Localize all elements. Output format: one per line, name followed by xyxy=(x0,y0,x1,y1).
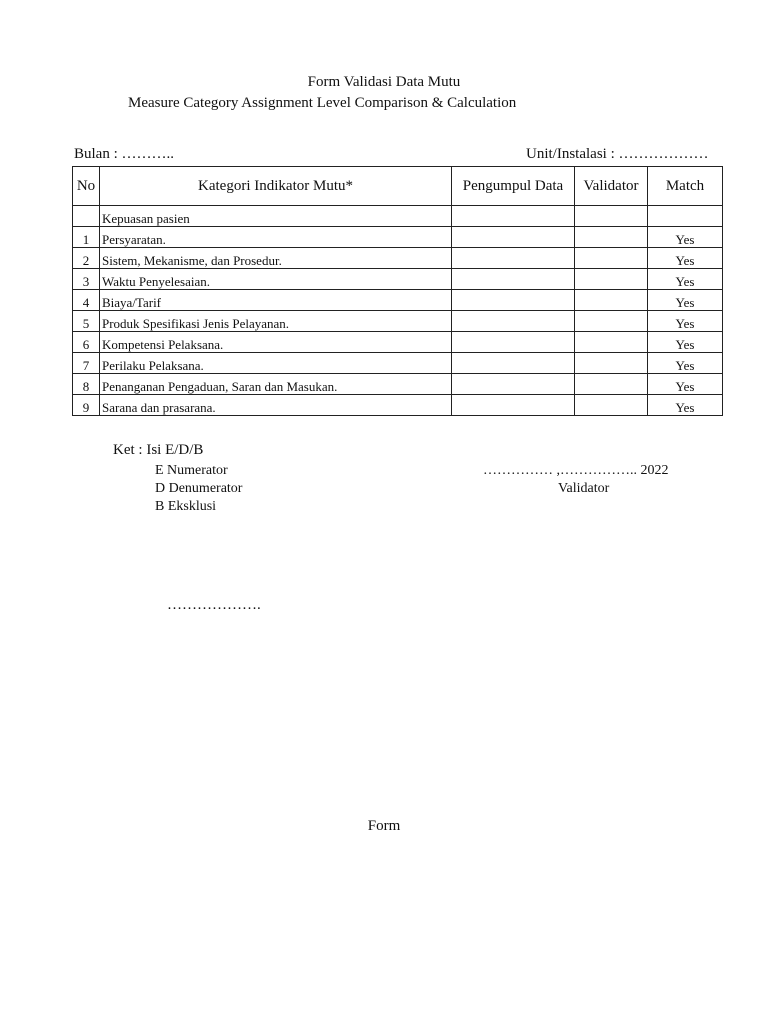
row-pengumpul-data[interactable] xyxy=(452,269,575,290)
legend-item-denumerator: D Denumerator xyxy=(155,481,243,496)
row-pengumpul-data[interactable] xyxy=(452,374,575,395)
legend-item-eksklusi: B Eksklusi xyxy=(155,499,217,514)
footer-text: Form xyxy=(367,818,401,834)
row-match[interactable]: Yes xyxy=(648,248,723,269)
row-validator[interactable] xyxy=(575,248,648,269)
signature-name-line: ………………. xyxy=(167,597,261,613)
row-validator[interactable] xyxy=(575,290,648,311)
row-kategori: Waktu Penyelesaian. xyxy=(100,269,452,290)
row-validator[interactable] xyxy=(575,227,648,248)
row-validator[interactable] xyxy=(575,311,648,332)
row-number: 2 xyxy=(73,248,100,269)
row-number: 7 xyxy=(73,353,100,374)
unit-instalasi-field: Unit/Instalasi : ……………… xyxy=(526,146,709,162)
row-number: 5 xyxy=(73,311,100,332)
table-row xyxy=(73,311,723,332)
row-kategori: Biaya/Tarif xyxy=(100,290,452,311)
legend-item-numerator: E Numerator xyxy=(155,463,228,478)
table-row xyxy=(73,353,723,374)
table-row xyxy=(73,290,723,311)
row-kategori: Sistem, Mekanisme, dan Prosedur. xyxy=(100,248,452,269)
row-validator[interactable] xyxy=(575,395,648,416)
form-subtitle: Measure Category Assignment Level Comparison & Calculation xyxy=(128,95,517,111)
table-header-row xyxy=(73,167,723,206)
header-pengumpul-data: Pengumpul Data xyxy=(452,167,575,206)
row-pengumpul-data[interactable] xyxy=(452,290,575,311)
section-label: Kepuasan pasien xyxy=(100,206,452,227)
row-kategori: Penanganan Pengaduan, Saran dan Masukan. xyxy=(100,374,452,395)
row-match[interactable]: Yes xyxy=(648,290,723,311)
row-number: 1 xyxy=(73,227,100,248)
header-validator: Validator xyxy=(575,167,648,206)
row-match[interactable]: Yes xyxy=(648,332,723,353)
table-row xyxy=(73,395,723,416)
row-match[interactable]: Yes xyxy=(648,269,723,290)
signature-role: Validator xyxy=(558,481,610,496)
table-row xyxy=(73,374,723,395)
section-row xyxy=(73,206,723,227)
row-match[interactable]: Yes xyxy=(648,374,723,395)
table-row xyxy=(73,227,723,248)
row-number: 3 xyxy=(73,269,100,290)
section-validator-cell[interactable] xyxy=(575,206,648,227)
row-validator[interactable] xyxy=(575,374,648,395)
row-pengumpul-data[interactable] xyxy=(452,248,575,269)
section-match-cell[interactable] xyxy=(648,206,723,227)
table-row xyxy=(73,248,723,269)
row-match[interactable]: Yes xyxy=(648,353,723,374)
row-pengumpul-data[interactable] xyxy=(452,332,575,353)
row-number: 9 xyxy=(73,395,100,416)
header-no: No xyxy=(73,167,100,206)
row-kategori: Persyaratan. xyxy=(100,227,452,248)
row-pengumpul-data[interactable] xyxy=(452,395,575,416)
bulan-field: Bulan : ……….. xyxy=(74,146,174,162)
row-pengumpul-data[interactable] xyxy=(452,227,575,248)
row-kategori: Kompetensi Pelaksana. xyxy=(100,332,452,353)
legend-title: Ket : Isi E/D/B xyxy=(113,442,204,458)
section-pengumpul-cell[interactable] xyxy=(452,206,575,227)
row-kategori: Sarana dan prasarana. xyxy=(100,395,452,416)
row-number: 6 xyxy=(73,332,100,353)
table-row xyxy=(73,269,723,290)
header-match: Match xyxy=(648,167,723,206)
section-no-cell xyxy=(73,206,100,227)
row-number: 4 xyxy=(73,290,100,311)
row-kategori: Perilaku Pelaksana. xyxy=(100,353,452,374)
row-number: 8 xyxy=(73,374,100,395)
row-validator[interactable] xyxy=(575,269,648,290)
row-validator[interactable] xyxy=(575,332,648,353)
form-title: Form Validasi Data Mutu xyxy=(307,74,461,90)
validation-table xyxy=(72,166,723,416)
row-match[interactable]: Yes xyxy=(648,395,723,416)
row-pengumpul-data[interactable] xyxy=(452,311,575,332)
row-pengumpul-data[interactable] xyxy=(452,353,575,374)
signature-date-line: …………… ,…………….. 2022 xyxy=(483,463,669,478)
header-kategori: Kategori Indikator Mutu* xyxy=(100,167,452,206)
row-kategori: Produk Spesifikasi Jenis Pelayanan. xyxy=(100,311,452,332)
table-row xyxy=(73,332,723,353)
row-match[interactable]: Yes xyxy=(648,311,723,332)
row-match[interactable]: Yes xyxy=(648,227,723,248)
row-validator[interactable] xyxy=(575,353,648,374)
